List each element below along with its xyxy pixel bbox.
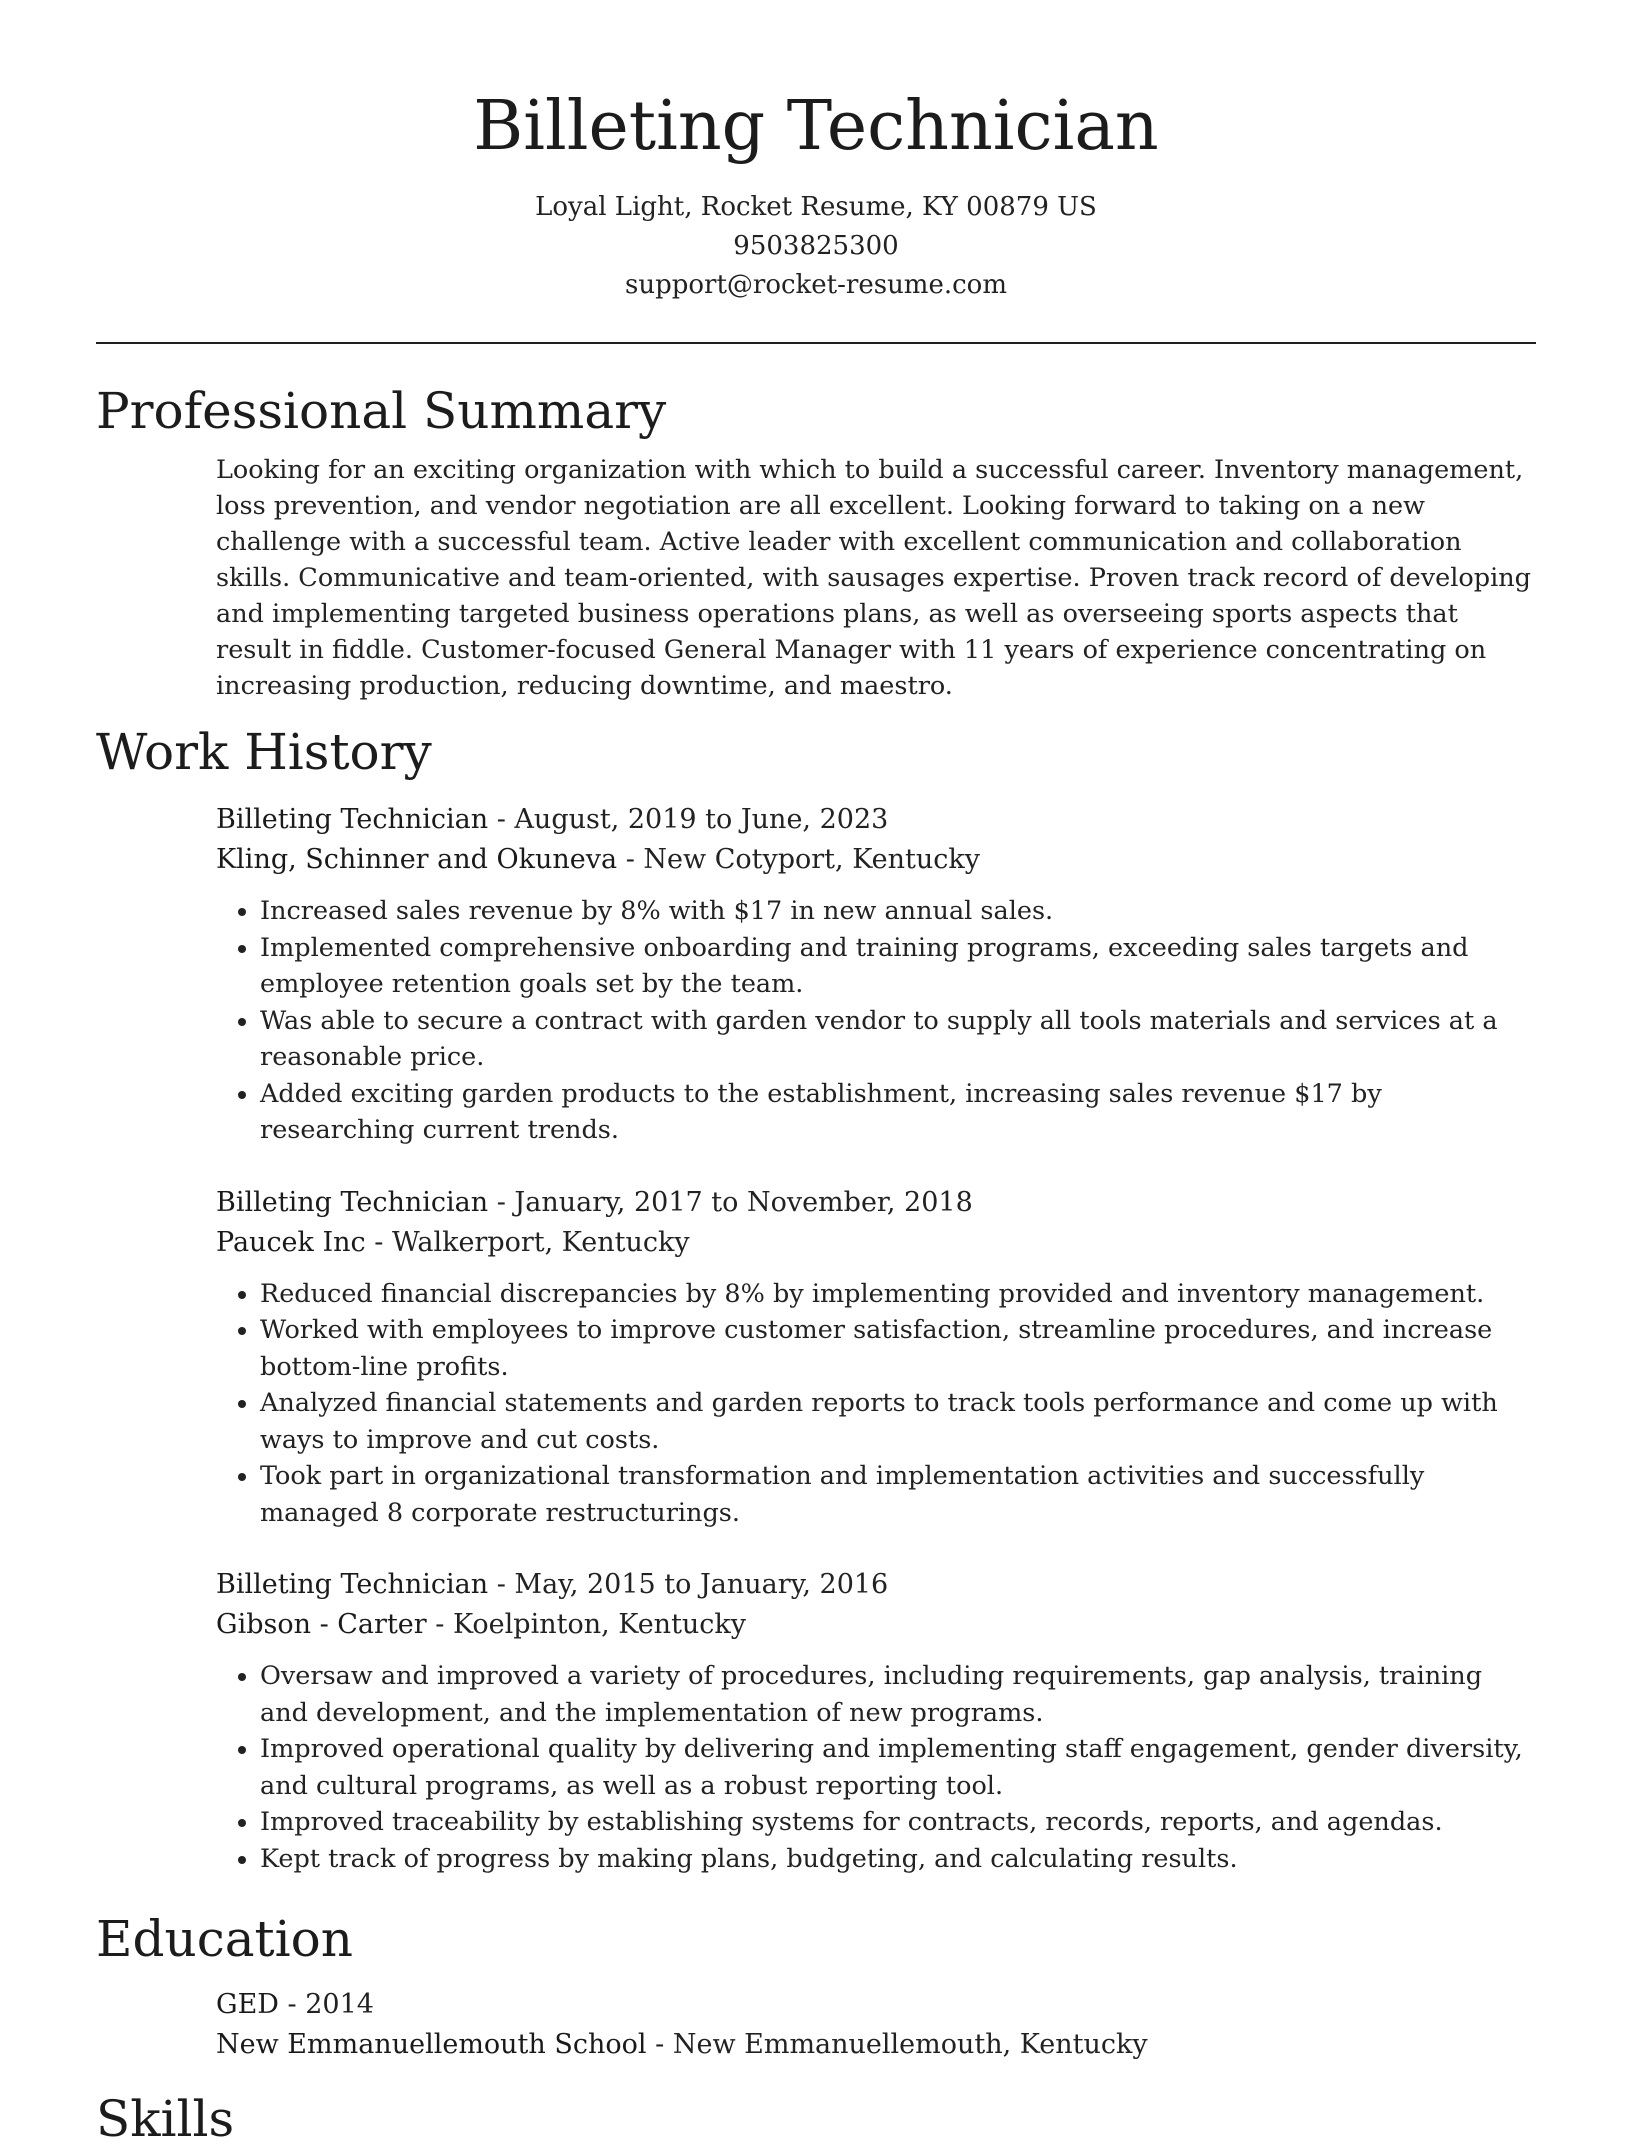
job-bullets [216, 893, 1536, 1149]
job-bullets [216, 1276, 1536, 1532]
job-title: Billeting Technician [216, 1186, 489, 1218]
header-divider [96, 342, 1536, 344]
section-title-education: Education [96, 1910, 353, 1968]
job-bullets [216, 1658, 1536, 1877]
job-location: - Walkerport, Kentucky [365, 1226, 690, 1258]
list-item: • Improved traceability by establishing systems for contracts, records, reports, and agendas. [260, 1804, 1536, 1841]
list-item: • Took part in organizational transformation and implementation activities and successfully managed 8 corporate restructurings. [260, 1458, 1536, 1531]
education-entry [216, 1985, 1536, 2065]
resume-header [96, 0, 1536, 305]
job-company-line [216, 1223, 1536, 1263]
education-year: - 2014 [278, 1989, 374, 2020]
job-title: Billeting Technician [216, 1569, 489, 1600]
job-title-line [216, 800, 1536, 840]
job-company: Gibson - Carter [216, 1609, 427, 1640]
list-item: • Kept track of progress by making plans, budgeting, and calculating results. [260, 1841, 1536, 1878]
education-school: New Emmanuellemouth School [216, 2029, 647, 2060]
job-entry [216, 1565, 1536, 1877]
resume-page [96, 0, 1536, 2151]
job-title-line [216, 1183, 1536, 1223]
contact-phone: 9503825300 [733, 231, 899, 261]
job-dates: - January, 2017 to November, 2018 [488, 1186, 973, 1218]
list-item: • Analyzed financial statements and garden reports to track tools performance and come up with ways to improve and cut costs. [260, 1385, 1536, 1458]
candidate-name: Billeting Technician [473, 87, 1159, 166]
job-entry [216, 800, 1536, 1149]
job-dates: - August, 2019 to June, 2023 [488, 804, 889, 835]
list-item: • Worked with employees to improve customer satisfaction, streamline procedures, and increase bottom-line profits. [260, 1312, 1536, 1385]
job-dates: - May, 2015 to January, 2016 [488, 1569, 889, 1600]
list-item: • Implemented comprehensive onboarding and training programs, exceeding sales targets and employee retention goals set by the team. [260, 930, 1536, 1003]
job-company-line [216, 1605, 1536, 1645]
education-degree-line [216, 1985, 1536, 2025]
job-company: Paucek Inc [216, 1226, 366, 1258]
job-company-line [216, 840, 1536, 880]
job-title-line [216, 1565, 1536, 1605]
list-item: • Was able to secure a contract with garden vendor to supply all tools materials and services at a reasonable price. [260, 1003, 1536, 1076]
job-entry [216, 1183, 1536, 1532]
job-company: Kling, Schinner and Okuneva [216, 844, 618, 875]
list-item: • Added exciting garden products to the establishment, increasing sales revenue $17 by researching current trends. [260, 1076, 1536, 1149]
job-location: - Koelpinton, Kentucky [426, 1609, 747, 1640]
section-title-skills: Skills [96, 2090, 235, 2148]
education-location: - New Emmanuellemouth, Kentucky [646, 2029, 1148, 2060]
contact-email: support@rocket-resume.com [624, 270, 1007, 300]
section-title-work-history: Work History [96, 723, 432, 781]
list-item: • Reduced financial discrepancies by 8% by implementing provided and inventory management. [260, 1276, 1536, 1313]
education-degree: GED [216, 1989, 279, 2020]
education-school-line [216, 2025, 1536, 2065]
contact-info [96, 188, 1536, 305]
job-location: - New Cotyport, Kentucky [617, 844, 980, 875]
section-title-summary: Professional Summary [96, 382, 667, 440]
work-history-list [216, 800, 1536, 1877]
list-item: • Oversaw and improved a variety of procedures, including requirements, gap analysis, training and development, and the implementation of new programs. [260, 1658, 1536, 1731]
job-title: Billeting Technician [216, 804, 489, 835]
list-item: • Increased sales revenue by 8% with $17 in new annual sales. [260, 893, 1536, 930]
list-item: • Improved operational quality by delivering and implementing staff engagement, gender diversity, and cultural programs, as well as a robust reporting tool. [260, 1731, 1536, 1804]
summary-text: Looking for an exciting organization with which to build a successful career. Inventory management, loss prevention, and vendor negotiation are all excellent. Looking forward to taking on a new challenge with a successful team. Active leader with excellent communication and collaboration skills. Communicative and team-oriented, with sausages expertise. Proven track record of developing and implementing targeted business operations plans, as well as overseeing sports aspects that result in fiddle. Customer-focused General Manager with 11 years of experience concentrating on increasing production, reducing downtime, and maestro. [216, 455, 1532, 701]
contact-address: Loyal Light, Rocket Resume, KY 00879 US [535, 192, 1097, 222]
